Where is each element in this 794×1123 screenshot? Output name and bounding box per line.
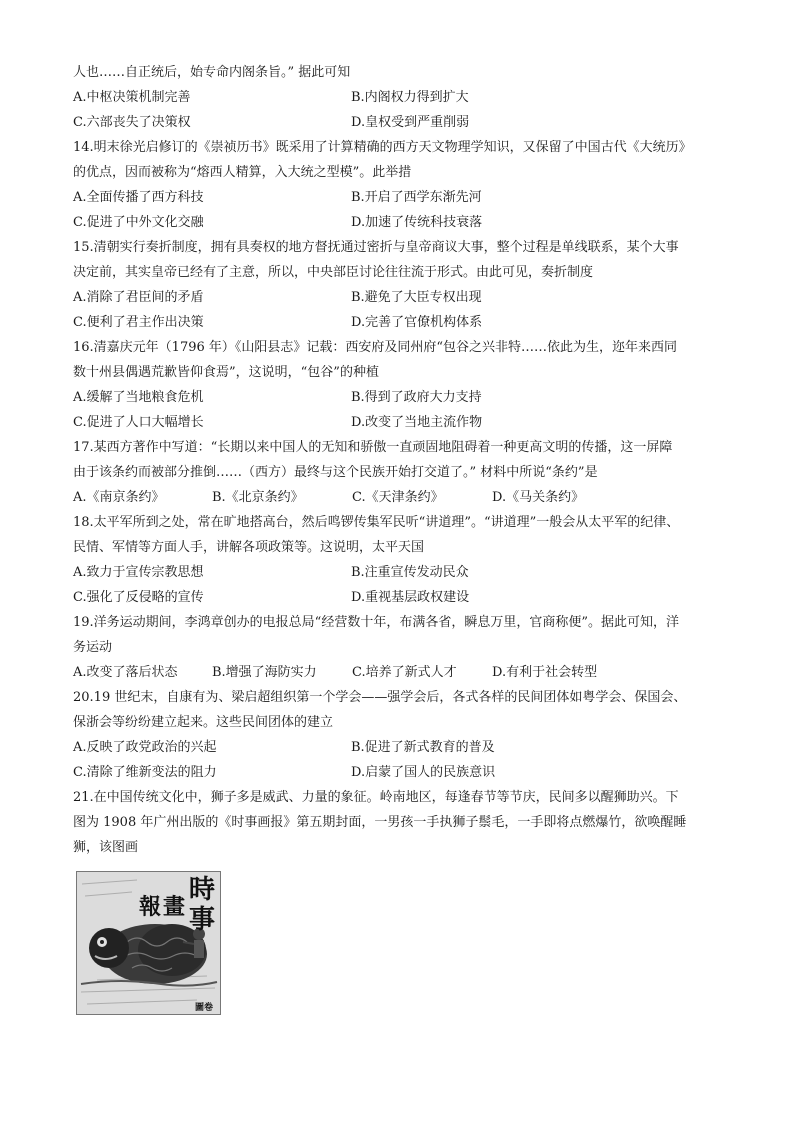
exam-page (73, 60, 733, 860)
options-row (73, 660, 733, 685)
cover-title-char: 事 (189, 905, 216, 935)
options-row (73, 285, 733, 310)
option-a[interactable]: A.消除了君臣间的矛盾 (73, 290, 204, 305)
question-stem-line: 务运动 (73, 640, 113, 655)
option-b[interactable]: B.《北京条约》 (212, 490, 304, 505)
option-d[interactable]: D.加速了传统科技衰落 (351, 215, 483, 230)
option-a[interactable]: A.改变了落后状态 (73, 665, 178, 680)
option-c[interactable]: C.促进了中外文化交融 (73, 215, 204, 230)
options-row (73, 485, 733, 510)
question-stem-line: 决定前，其实皇帝已经有了主意，所以，中央部臣讨论往往流于形式。由此可见，奏折制度 (73, 265, 594, 280)
question-14 (73, 135, 733, 235)
option-c[interactable]: C.《天津条约》 (352, 490, 444, 505)
question-stem-line: 17.某西方著作中写道：“长期以来中国人的无知和骄傲一直顽固地阻碍着一种更高文明的传播，这一屏障 (73, 440, 673, 455)
options-row (73, 760, 733, 785)
question-stem-line: 保浙会等纷纷建立起来。这些民间团体的建立 (73, 715, 334, 730)
question-15 (73, 235, 733, 335)
option-c[interactable]: C.培养了新式人才 (352, 665, 457, 680)
options-row (73, 310, 733, 335)
cover-corner-text: 圖卷 (195, 1003, 214, 1013)
question-stem-line: 狮，该图画 (73, 840, 139, 855)
options-row (73, 185, 733, 210)
cover-illustration (77, 872, 220, 1014)
options-row (73, 210, 733, 235)
question-stem-line: 18.太平军所到之处，常在旷地搭高台，然后鸣锣传集军民听“讲道理”。“讲道理”一般会从太平军的纪律、 (73, 515, 680, 530)
cover-title-char: 時 (189, 875, 216, 905)
option-a[interactable]: A.缓解了当地粮食危机 (73, 390, 204, 405)
question-17 (73, 435, 733, 510)
option-c[interactable]: C.清除了维新变法的阻力 (73, 765, 217, 780)
options-row (73, 735, 733, 760)
option-a[interactable]: A.致力于宣传宗教思想 (73, 565, 204, 580)
options-row (73, 410, 733, 435)
question-19 (73, 610, 733, 685)
question-16 (73, 335, 733, 435)
option-a[interactable]: A.中枢决策机制完善 (73, 90, 191, 105)
question-21 (73, 785, 733, 860)
option-c[interactable]: C.六部丧失了决策权 (73, 115, 191, 130)
options-row (73, 585, 733, 610)
option-c[interactable]: C.强化了反侵略的宣传 (73, 590, 204, 605)
option-a[interactable]: A.全面传播了西方科技 (73, 190, 204, 205)
question-stem-line: 15.清朝实行奏折制度，拥有具奏权的地方督抚通过密折与皇帝商议大事，整个过程是单线联系，某个大事 (73, 240, 679, 255)
cover-title-char: 報 (139, 894, 162, 920)
question-stem-line: 16.清嘉庆元年（1796 年）《山阳县志》记载：西安府及同州府“包谷之兴非特……依此为生，迩年来西同 (73, 340, 678, 355)
option-b[interactable]: B.增强了海防实力 (212, 665, 317, 680)
option-c[interactable]: C.促进了人口大幅增长 (73, 415, 204, 430)
options-row (73, 560, 733, 585)
option-b[interactable]: B.开启了西学东渐先河 (351, 190, 482, 205)
question-stem-line: 数十州县偶遇荒歉皆仰食焉”，这说明，“包谷”的种植 (73, 365, 379, 380)
options-row (73, 85, 733, 110)
option-a[interactable]: A.反映了政党政治的兴起 (73, 740, 217, 755)
option-a[interactable]: A.《南京条约》 (73, 490, 165, 505)
option-d[interactable]: D.重视基层政权建设 (351, 590, 470, 605)
option-b[interactable]: B.内阁权力得到扩大 (351, 90, 469, 105)
question-stem-line: 民情、军情等方面人手，讲解各项政策等。这说明，太平天国 (73, 540, 425, 555)
option-d[interactable]: D.完善了官僚机构体系 (351, 315, 483, 330)
option-d[interactable]: D.《马关条约》 (492, 490, 585, 505)
option-b[interactable]: B.注重宣传发动民众 (351, 565, 469, 580)
question-13 (73, 60, 733, 135)
option-d[interactable]: D.启蒙了国人的民族意识 (351, 765, 496, 780)
question-stem-line: 图为 1908 年广州出版的《时事画报》第五期封面，一男孩一手执狮子鬃毛，一手即将点燃爆竹，欲唤醒睡 (73, 815, 687, 830)
question-20 (73, 685, 733, 785)
options-row (73, 110, 733, 135)
cover-title-char: 畫 (163, 894, 186, 920)
magazine-cover-image (76, 871, 221, 1015)
question-stem-line: 20.19 世纪末，自康有为、梁启超组织第一个学会——强学会后，各式各样的民间团体如粤学会、保国会、 (73, 690, 687, 705)
question-stem-line: 14.明末徐光启修订的《崇祯历书》既采用了计算精确的西方天文物理学知识，又保留了中国古代《大统历》 (73, 140, 692, 155)
question-stem-line: 19.洋务运动期间，李鸿章创办的电报总局“经营数十年，布满各省，瞬息万里，官商称便”。据此可知，洋 (73, 615, 679, 630)
option-b[interactable]: B.促进了新式教育的普及 (351, 740, 495, 755)
option-c[interactable]: C.便利了君主作出决策 (73, 315, 204, 330)
options-row (73, 385, 733, 410)
question-stem-line: 21.在中国传统文化中，狮子多是威武、力量的象征。岭南地区，每逢春节等节庆，民间多以醒狮助兴。下 (73, 790, 679, 805)
option-d[interactable]: D.改变了当地主流作物 (351, 415, 483, 430)
option-b[interactable]: B.避免了大臣专权出现 (351, 290, 482, 305)
question-stem-line: 人也……自正统后，始专命内阁条旨。” 据此可知 (73, 65, 351, 80)
option-b[interactable]: B.得到了政府大力支持 (351, 390, 482, 405)
question-stem-line: 由于该条约而被部分推倒……（西方）最终与这个民族开始打交道了。” 材料中所说“条约”是 (73, 465, 598, 480)
question-stem-line: 的优点，因而被称为“熔西人精算，入大统之型模”。此举措 (73, 165, 412, 180)
question-18 (73, 510, 733, 610)
option-d[interactable]: D.皇权受到严重削弱 (351, 115, 470, 130)
option-d[interactable]: D.有利于社会转型 (492, 665, 598, 680)
